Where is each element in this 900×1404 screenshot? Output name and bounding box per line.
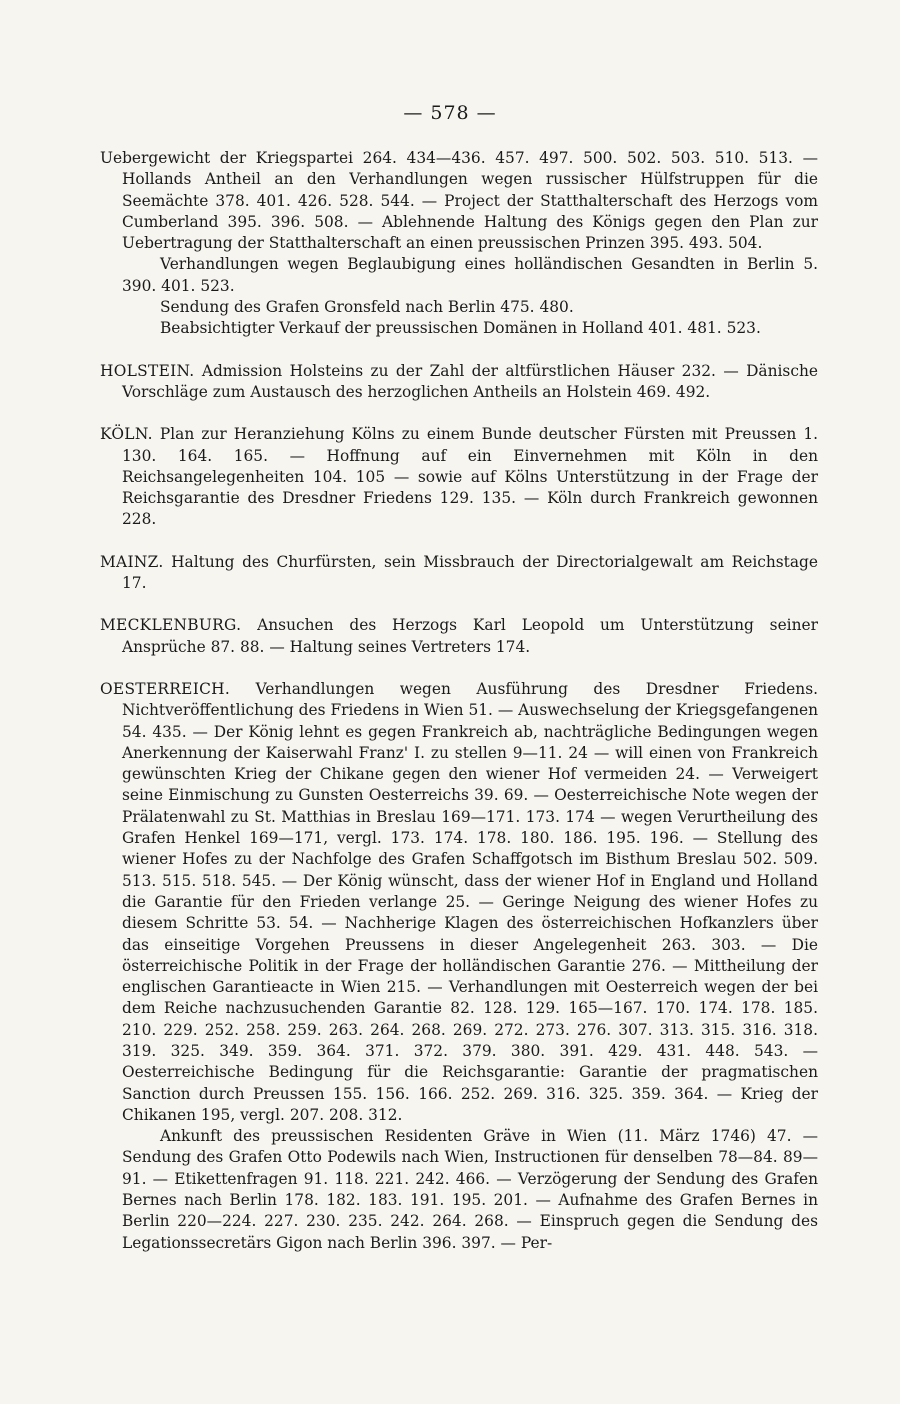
index-entry-koeln (100, 424, 818, 530)
index-entry-mainz (100, 552, 818, 595)
entry-text: Plan zur Heranziehung Kölns zu einem Bunde deutscher Fürsten mit Preussen 1. 130. 164. 165. — Hoffnung auf ein Einvernehmen mit Köln in den Reichsangelegenheiten 104. 105 — sowie auf Kölns Unterstützung in der Frage der Reichsgarantie des Dresdner Friedens 129. 135. — Köln durch Frankreich gewonnen 228. (122, 425, 818, 529)
entry-text: Verhandlungen wegen Ausführung des Dresdner Friedens. Nichtveröffentlichung des Friedens in Wien 51. — Auswechselung der Kriegsgefangenen 54. 435. — Der König lehnt es gegen Frankreich ab, nachträgliche Bedingungen wegen Anerkennung der Kaiserwahl Franz' I. zu stellen 9—11. 24 — will einen von Frankreich gewünschten Krieg der Chikane gegen den wiener Hof vermeiden 24. — Verweigert seine Einmischung zu Gunsten Oesterreichs 39. 69. — Oesterreichische Note wegen der Prälatenwahl zu St. Matthias in Breslau 169—171. 173. 174 — wegen Verurtheilung des Grafen Henkel 169—171, vergl. 173. 174. 178. 180. 186. 195. 196. — Stellung des wiener Hofes zu der Nachfolge des Grafen Schaffgotsch im Bisthum Breslau 502. 509. 513. 515. 518. 545. — Der König wünscht, dass der wiener Hof in England und Holland die Garantie für den Frieden verlange 25. — Geringe Neigung des wiener Hofes zu diesem Schritte 53. 54. — Nachherige Klagen des österreichischen Hofkanzlers über das einseitige Vorgehen Preussens in dieser Angelegenheit 263. 303. — Die österreichische Politik in der Frage der holländischen Garantie 276. — Mittheilung der englischen Garantieacte in Wien 215. — Verhandlungen mit Oesterreich wegen der bei dem Reiche nachzusuchenden Garantie 82. 128. 129. 165—167. 170. 174. 178. 185. 210. 229. 252. 258. 259. 263. 264. 268. 269. 272. 273. 276. 307. 313. 315. 316. 318. 319. 325. 349. 359. 364. 371. 372. 379. 380. 391. 429. 431. 448. 543. — Oesterreichische Bedingung für die Reichsgarantie: Garantie der pragmatischen Sanction durch Preussen 155. 156. 166. 252. 269. 316. 325. 359. 364. — Krieg der Chikanen 195, vergl. 207. 208. 312. (122, 679, 818, 1124)
oesterreich-sub-block (100, 1126, 818, 1254)
entry-text: Ansuchen des Herzogs Karl Leopold um Unterstützung seiner Ansprüche 87. 88. — Haltung seines Vertreters 174. (122, 616, 818, 656)
entry-heading: KÖLN. (100, 425, 153, 444)
entry-heading: HOLSTEIN. (100, 361, 195, 380)
entry-heading: OESTERREICH. (100, 679, 231, 698)
continued-text: Uebergewicht der Kriegspartei 264. 434—436. 457. 497. 500. 502. 503. 510. 513. — Hollands Antheil an den Verhandlungen wegen russischer Hülfstruppen für die Seemächte 378. 401. 426. 528. 544. — Project der Statthalterschaft des Herzogs vom Cumberland 395. 396. 508. — Ablehnende Haltung des Königs gegen den Plan zur Uebertragung der Statthalterschaft an einen preussischen Prinzen 395. 493. 504. (100, 149, 818, 253)
index-content (100, 148, 818, 1254)
sub-paragraph: Ankunft des preussischen Residenten Gräve in Wien (11. März 1746) 47. — Sendung des Grafen Otto Podewils nach Wien, Instructionen für denselben 78—84. 89—91. — Etikettenfragen 91. 118. 221. 242. 466. — Verzögerung der Sendung des Grafen Bernes nach Berlin 178. 182. 183. 191. 195. 201. — Aufnahme des Grafen Bernes in Berlin 220—224. 227. 230. 235. 242. 264. 268. — Einspruch gegen die Sendung des Legationssecretärs Gigon nach Berlin 396. 397. — Per- (122, 1127, 818, 1252)
sub-paragraph: Beabsichtigter Verkauf der preussischen Domänen in Holland 401. 481. 523. (160, 319, 761, 338)
entry-text: Haltung des Churfürsten, sein Missbrauch der Directorialgewalt am Reichstage 17. (122, 552, 818, 593)
entry-heading: MECKLENBURG. (100, 616, 242, 635)
entry-text: Admission Holsteins zu der Zahl der altfürstlichen Häuser 232. — Dänische Vorschläge zum Austausch des herzoglichen Antheils an Holstein 469. 492. (122, 361, 818, 401)
index-entry-holstein (100, 361, 818, 404)
entry-heading: MAINZ. (100, 552, 164, 571)
index-entry-mecklenburg (100, 615, 818, 658)
sub-paragraph: Verhandlungen wegen Beglaubigung eines holländischen Gesandten in Berlin 5. 390. 401. 523. (122, 255, 818, 295)
index-entry-oesterreich (100, 679, 818, 1126)
page-number: — 578 — (403, 102, 497, 124)
sub-paragraph: Sendung des Grafen Gronsfeld nach Berlin 475. 480. (160, 298, 574, 317)
continued-entry (100, 148, 818, 340)
